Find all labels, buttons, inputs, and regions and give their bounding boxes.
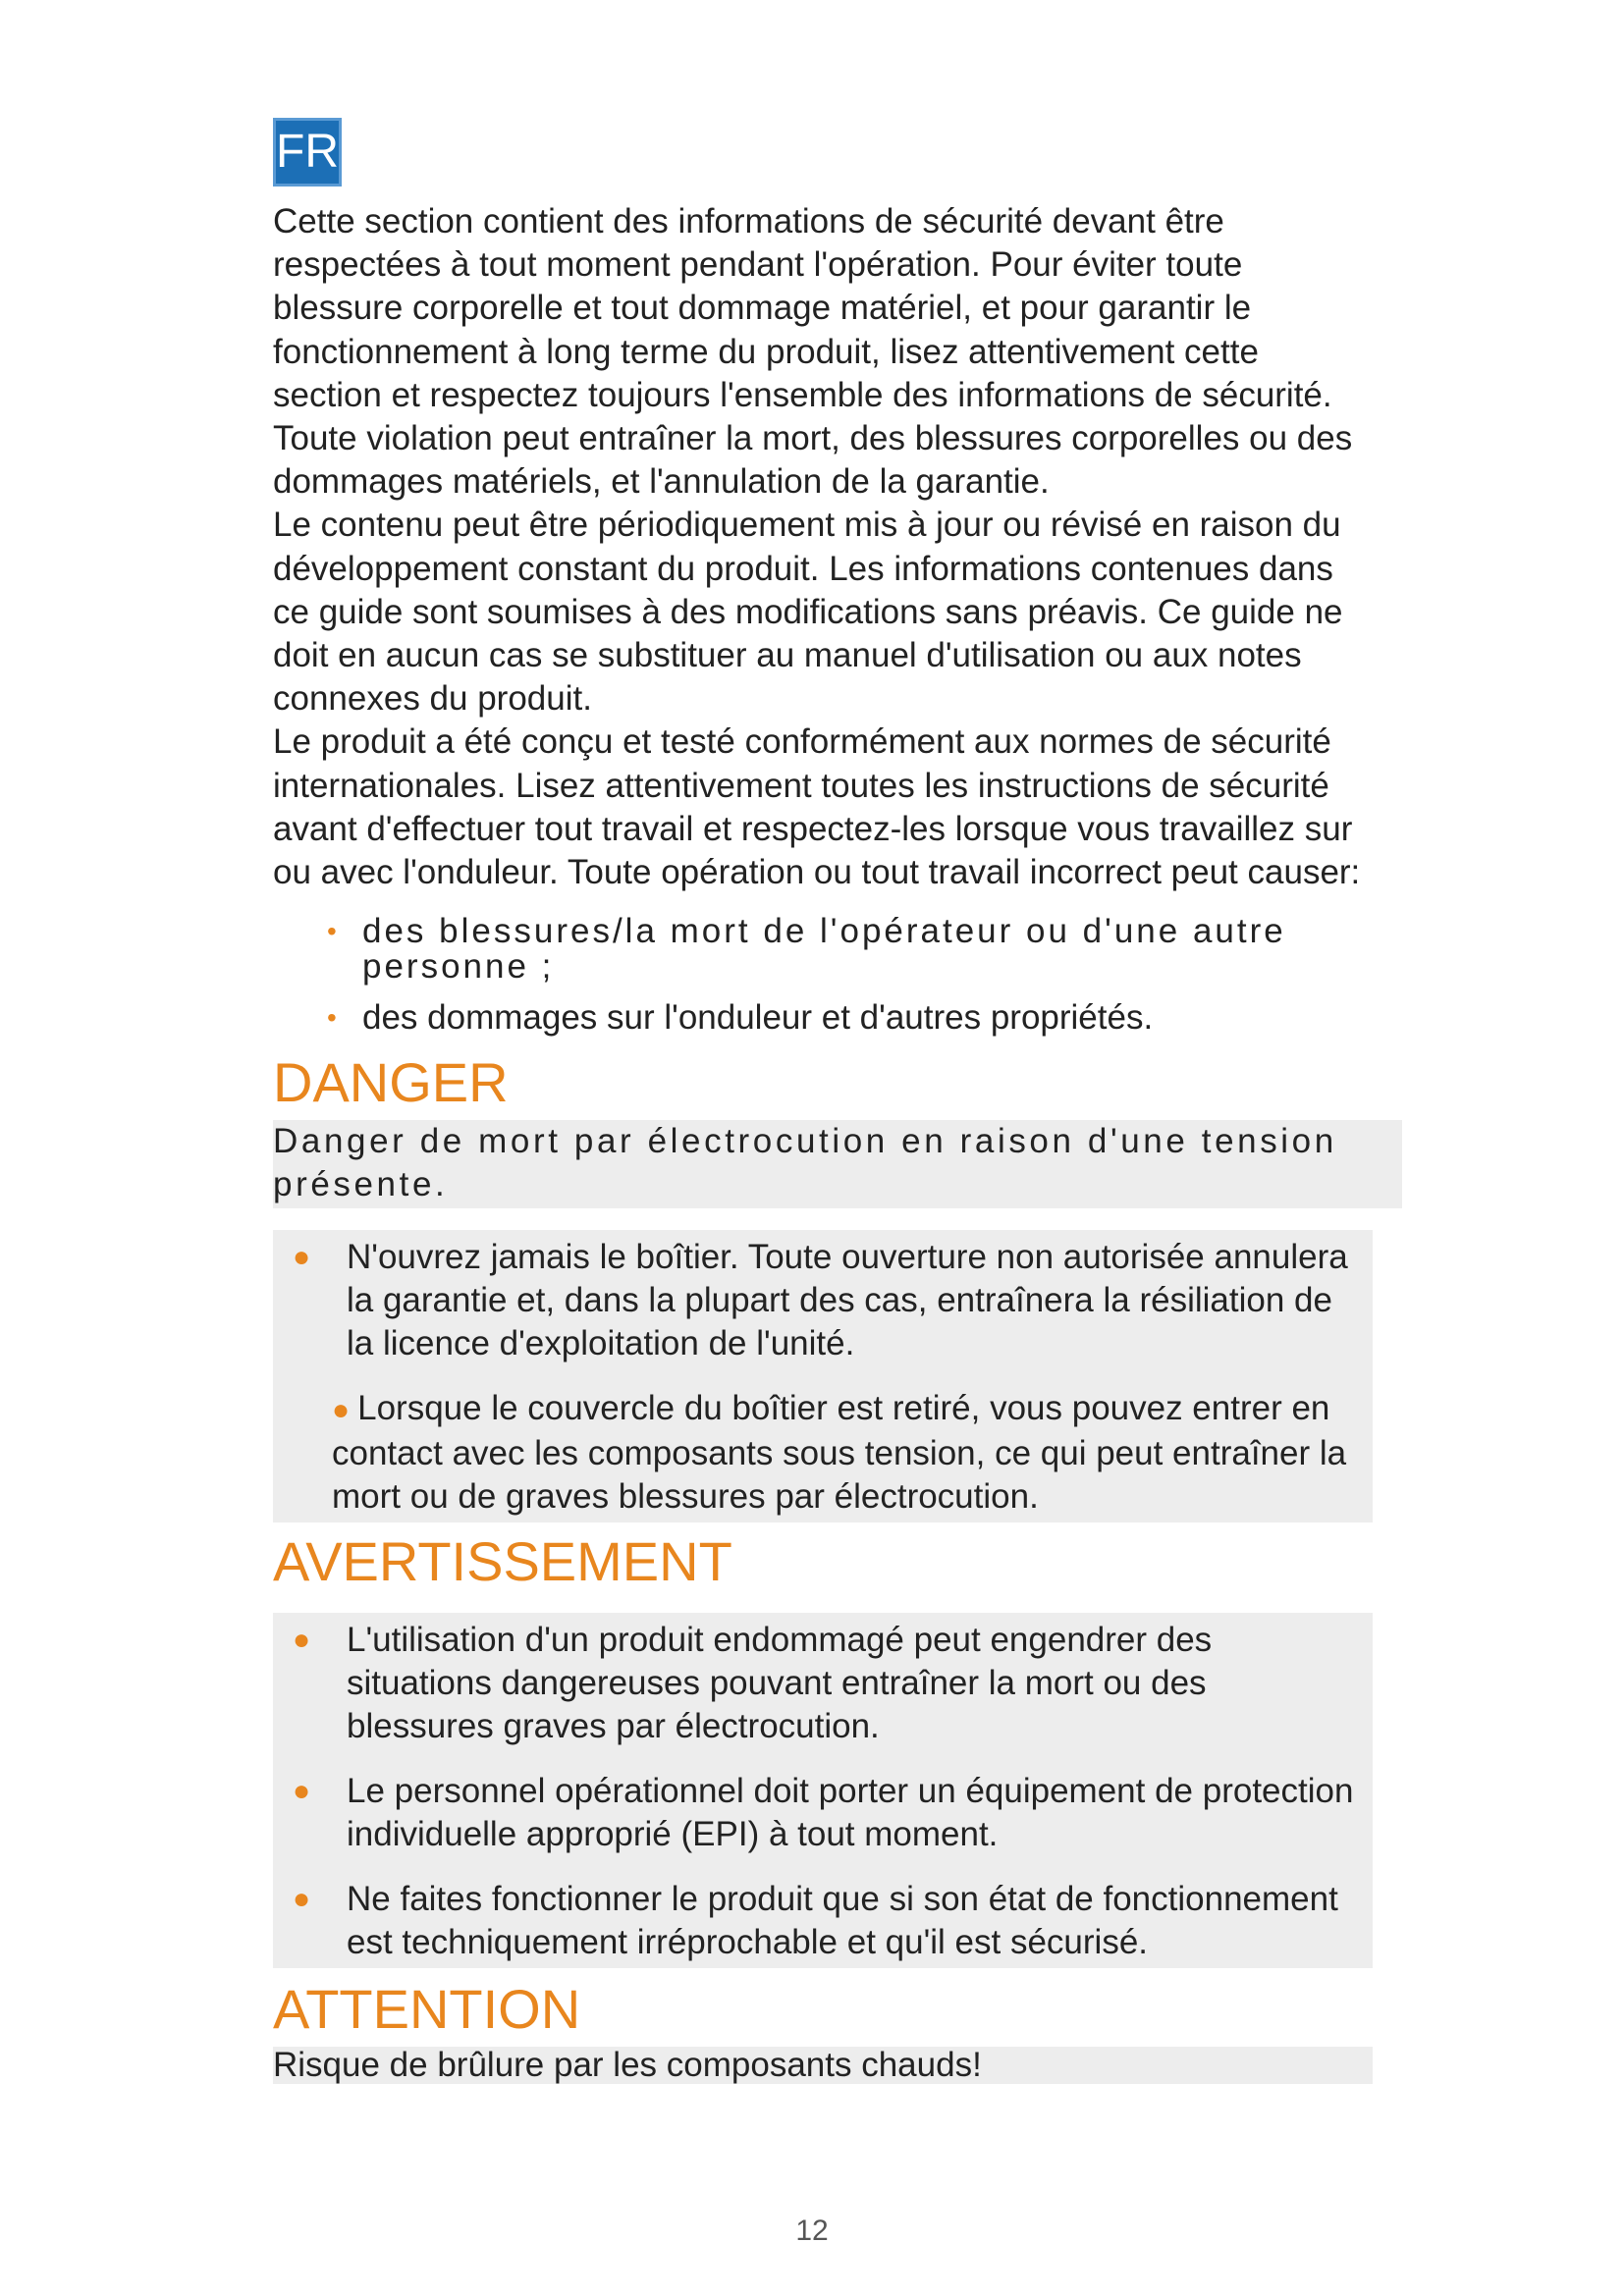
list-item: ● Le personnel opérationnel doit porter un équipement de protection individuelle approprié (EPI) à tout moment. [293,1772,1354,1854]
list-item: ● Ne faites fonctionner le produit que si son état de fonctionnement est techniquement irréprochable et qu'il est sécurisé. [293,1880,1338,1962]
danger-box [273,1230,1373,1522]
warning-title: AVERTISSEMENT [273,1530,732,1593]
intro-paragraph-1: Cette section contient des informations de sécurité devant être respectées à tout moment pendant l'opération. Pour éviter toute blessure corporelle et tout dommage matériel, et pour garantir le fonctionnement à long terme du produit, lisez attentivement cette section et respectez toujours l'ensemble des informations de sécurité. Toute violation peut entraîner la mort, des blessures corporelles ou des dommages matériels, et l'annulation de la garantie. [273,202,1353,502]
bullet-icon: ● [332,1394,351,1427]
page-content [273,118,1373,2084]
bullet-icon: ● [293,1241,311,1274]
bullet-icon: ● [293,1775,311,1808]
list-item: ● Lorsque le couvercle du boîtier est retiré, vous pouvez entrer en contact avec les composants sous tension, ce qui peut entraîner la mort ou de graves blessures par électrocution. [332,1389,1347,1517]
warning-box [273,1613,1373,1968]
list-item: • des dommages sur l'onduleur et d'autres propriétés. [327,998,1154,1038]
risk-list [273,914,1373,1036]
list-item: ● N'ouvrez jamais le boîtier. Toute ouverture non autorisée annulera la garantie et, dans la plupart des cas, entraînera la résiliation de la licence d'exploitation de l'unité. [293,1238,1348,1363]
attention-title: ATTENTION [273,1978,581,2041]
bullet-icon: • [327,916,337,947]
page-number: 12 [795,2215,829,2247]
intro-paragraph-2: Le contenu peut être périodiquement mis à jour ou révisé en raison du développement constant du produit. Les informations contenues dans ce guide sont soumises à des modifications sans préavis. Ce guide ne doit en aucun cas se substituer au manuel d'utilisation ou aux notes connexes du produit. [273,506,1343,719]
bullet-icon: • [327,1002,337,1034]
intro-section [273,200,1373,894]
danger-title: DANGER [273,1051,509,1114]
list-item: • des blessures/la mort de l'opérateur ou d'une autre personne ; [327,912,1286,987]
attention-description: Risque de brûlure par les composants chauds! [273,2047,1373,2084]
intro-paragraph-3: Le produit a été conçu et testé conformément aux normes de sécurité internationales. Lisez attentivement toutes les instructions de sécurité avant d'effectuer tout travail et respectez-les lorsque vous travaillez sur ou avec l'onduleur. Toute opération ou tout travail incorrect peut causer: [273,722,1361,892]
bullet-icon: ● [293,1624,311,1657]
language-badge: FR [273,118,342,187]
danger-description: Danger de mort par électrocution en raison d'une tension présente. [273,1120,1402,1208]
list-item: ● L'utilisation d'un produit endommagé peut engendrer des situations dangereuses pouvant entraîner la mort ou des blessures graves par électrocution. [293,1621,1213,1746]
bullet-icon: ● [293,1883,311,1916]
